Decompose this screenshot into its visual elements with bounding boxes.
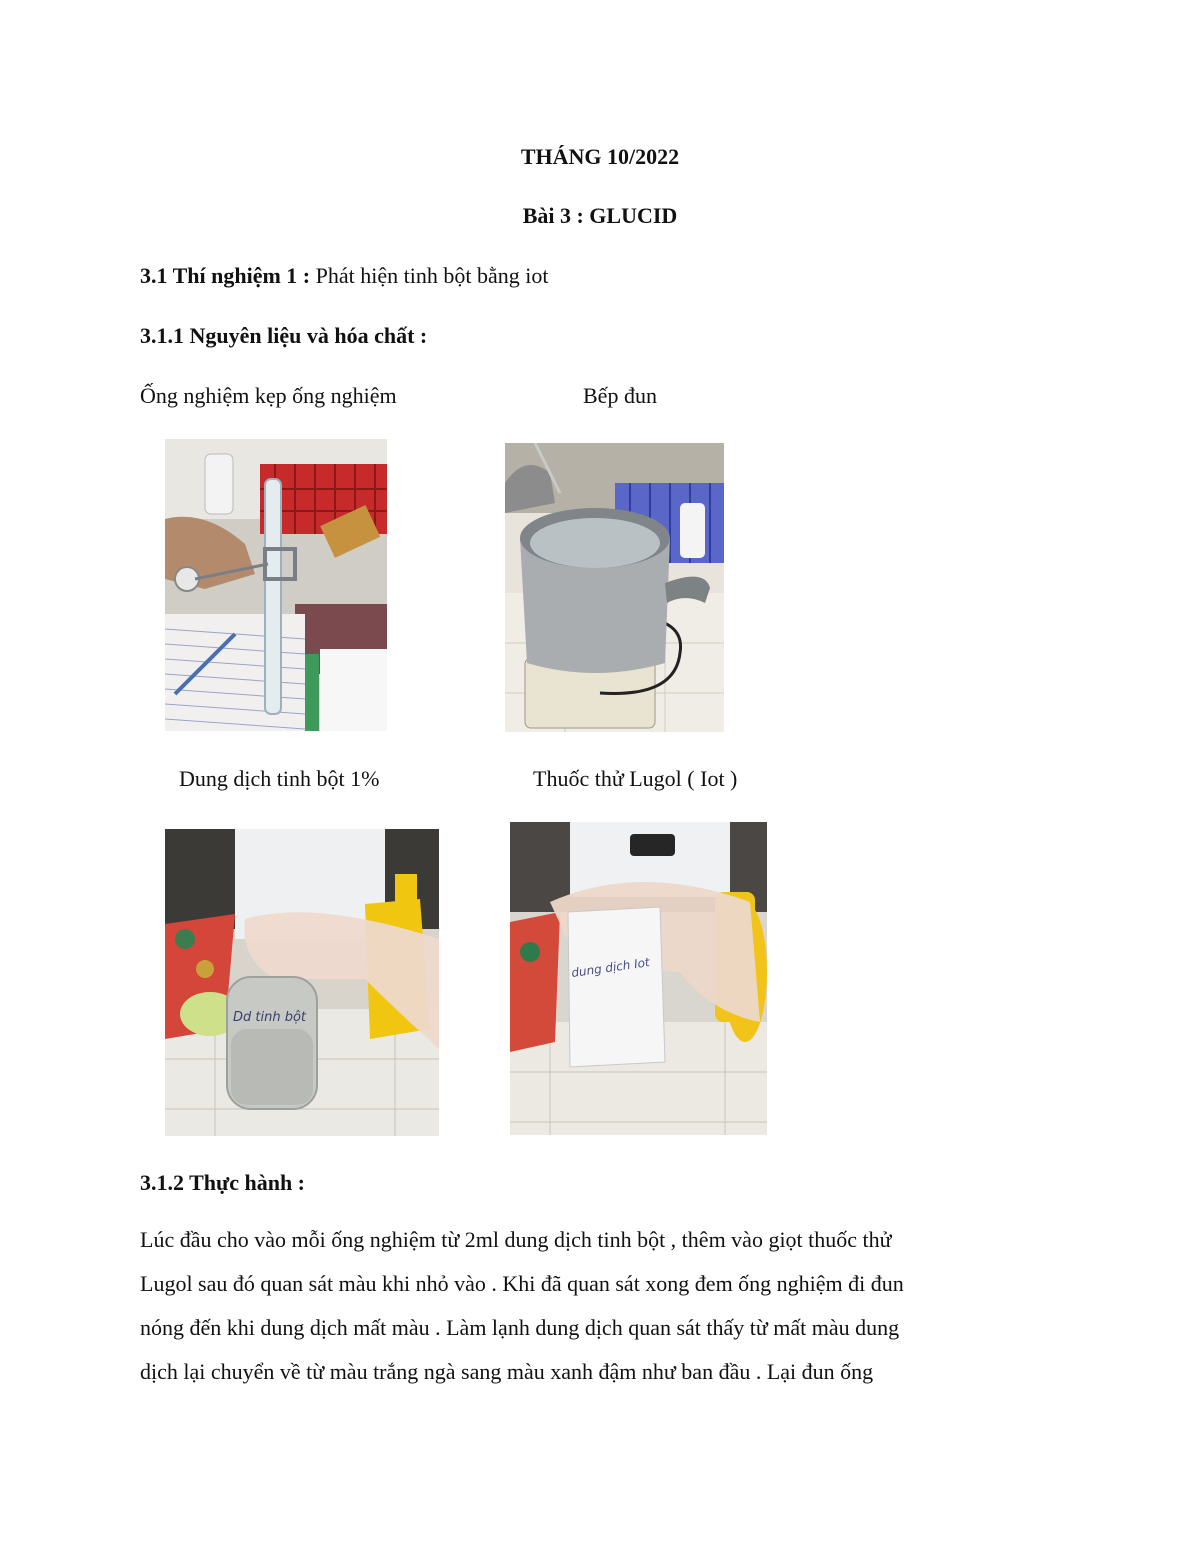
lugol-bottle-label: dung dịch Iot <box>570 955 651 980</box>
section-3-1-heading <box>140 262 548 290</box>
caption-tube-clamp: Ống nghiệm kẹp ống nghiệm <box>140 383 397 408</box>
lesson-title: Bài 3 : GLUCID <box>522 203 678 228</box>
starch-bottle-label: Dd tinh bột <box>233 1010 307 1025</box>
page-date: THÁNG 10/2022 <box>520 144 680 169</box>
paragraph-line: Lugol sau đó quan sát màu khi nhỏ vào . Khi đã quan sát xong đem ống nghiệm đi đun <box>140 1271 904 1296</box>
paragraph-line: Lúc đầu cho vào mỗi ống nghiệm từ 2ml dung dịch tinh bột , thêm vào giọt thuốc thử <box>140 1227 892 1252</box>
section-3-1-title: Phát hiện tinh bột bằng iot <box>315 263 549 288</box>
section-3-1-1-heading: 3.1.1 Nguyên liệu và hóa chất : <box>140 323 428 348</box>
photo-test-tube-clamp <box>165 439 387 731</box>
caption-stove: Bếp đun <box>583 383 657 408</box>
photo-lugol <box>510 822 767 1135</box>
section-3-1-2-heading: 3.1.2 Thực hành : <box>140 1170 306 1195</box>
paragraph-line: nóng đến khi dung dịch mất màu . Làm lạnh dung dịch quan sát thấy từ mất màu dung <box>140 1315 900 1340</box>
photo-stove <box>505 443 724 732</box>
section-3-1-number: 3.1 Thí nghiệm 1 : <box>140 263 311 288</box>
practice-paragraph <box>140 1218 1040 1394</box>
caption-starch-solution: Dung dịch tinh bột 1% <box>179 766 380 791</box>
photo-starch-solution <box>165 829 439 1136</box>
paragraph-line: dịch lại chuyển về từ màu trắng ngà sang màu xanh đậm như ban đầu . Lại đun ống <box>140 1359 874 1384</box>
caption-lugol: Thuốc thử Lugol ( Iot ) <box>533 766 738 791</box>
